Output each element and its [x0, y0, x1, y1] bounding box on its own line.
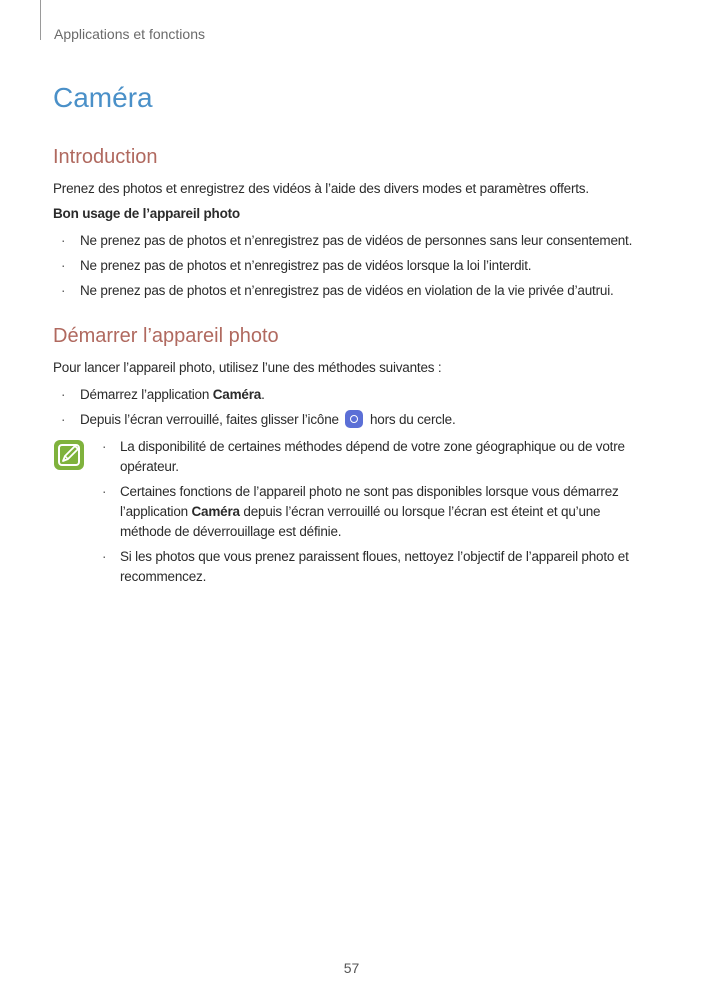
- note-item: · Si les photos que vous prenez paraissent floues, nettoyez l’objectif de l’appareil photo et recommencez.: [93, 547, 653, 587]
- start-method-list: [53, 385, 456, 435]
- usage-bullet-list: [53, 231, 632, 306]
- bullet-text: Depuis l’écran verrouillé, faites glisser l’icône: [80, 412, 339, 427]
- bullet-text: hors du cercle.: [369, 412, 456, 427]
- note-text: Certaines fonctions de l’appareil photo ne sont pas disponibles lorsque vous démarrez l’application: [120, 484, 619, 519]
- bullet-text: Démarrez l’application: [80, 387, 213, 402]
- camera-app-icon: [345, 410, 363, 428]
- page-title: Caméra: [53, 82, 153, 113]
- running-header: Applications et fonctions: [54, 26, 205, 42]
- note-pencil-icon: [54, 440, 84, 470]
- introduction-heading: Introduction: [53, 146, 158, 168]
- list-item: [53, 385, 456, 410]
- start-camera-lead: Pour lancer l’appareil photo, utilisez l’une des méthodes suivantes :: [53, 360, 442, 375]
- camera-app-name: Caméra: [212, 387, 262, 402]
- notes-list: [93, 437, 653, 592]
- introduction-lead: Prenez des photos et enregistrez des vidéos à l’aide des divers modes et paramètres offerts.: [53, 181, 589, 196]
- camera-app-name: Caméra: [191, 504, 240, 519]
- note-text: depuis l’écran verrouillé ou lorsque l’écran est éteint et qu’une méthode de déverrouillage est définie.: [120, 504, 601, 539]
- good-usage-subheading: Bon usage de l’appareil photo: [53, 206, 240, 221]
- list-item: · Ne prenez pas de photos et n’enregistrez pas de vidéos de personnes sans leur consentement.: [53, 231, 632, 256]
- page-number: 57: [343, 960, 360, 976]
- start-camera-heading: Démarrer l’appareil photo: [53, 325, 279, 347]
- list-item: [53, 410, 456, 435]
- bullet-text: .: [261, 387, 265, 402]
- note-item: · La disponibilité de certaines méthodes dépend de votre zone géographique ou de votre opérateur.: [93, 437, 653, 477]
- list-item: · Ne prenez pas de photos et n’enregistrez pas de vidéos lorsque la loi l’interdit.: [53, 256, 632, 281]
- note-item: [93, 482, 653, 542]
- margin-rule: [40, 0, 41, 40]
- list-item: · Ne prenez pas de photos et n’enregistrez pas de vidéos en violation de la vie privée d’autrui.: [53, 281, 632, 306]
